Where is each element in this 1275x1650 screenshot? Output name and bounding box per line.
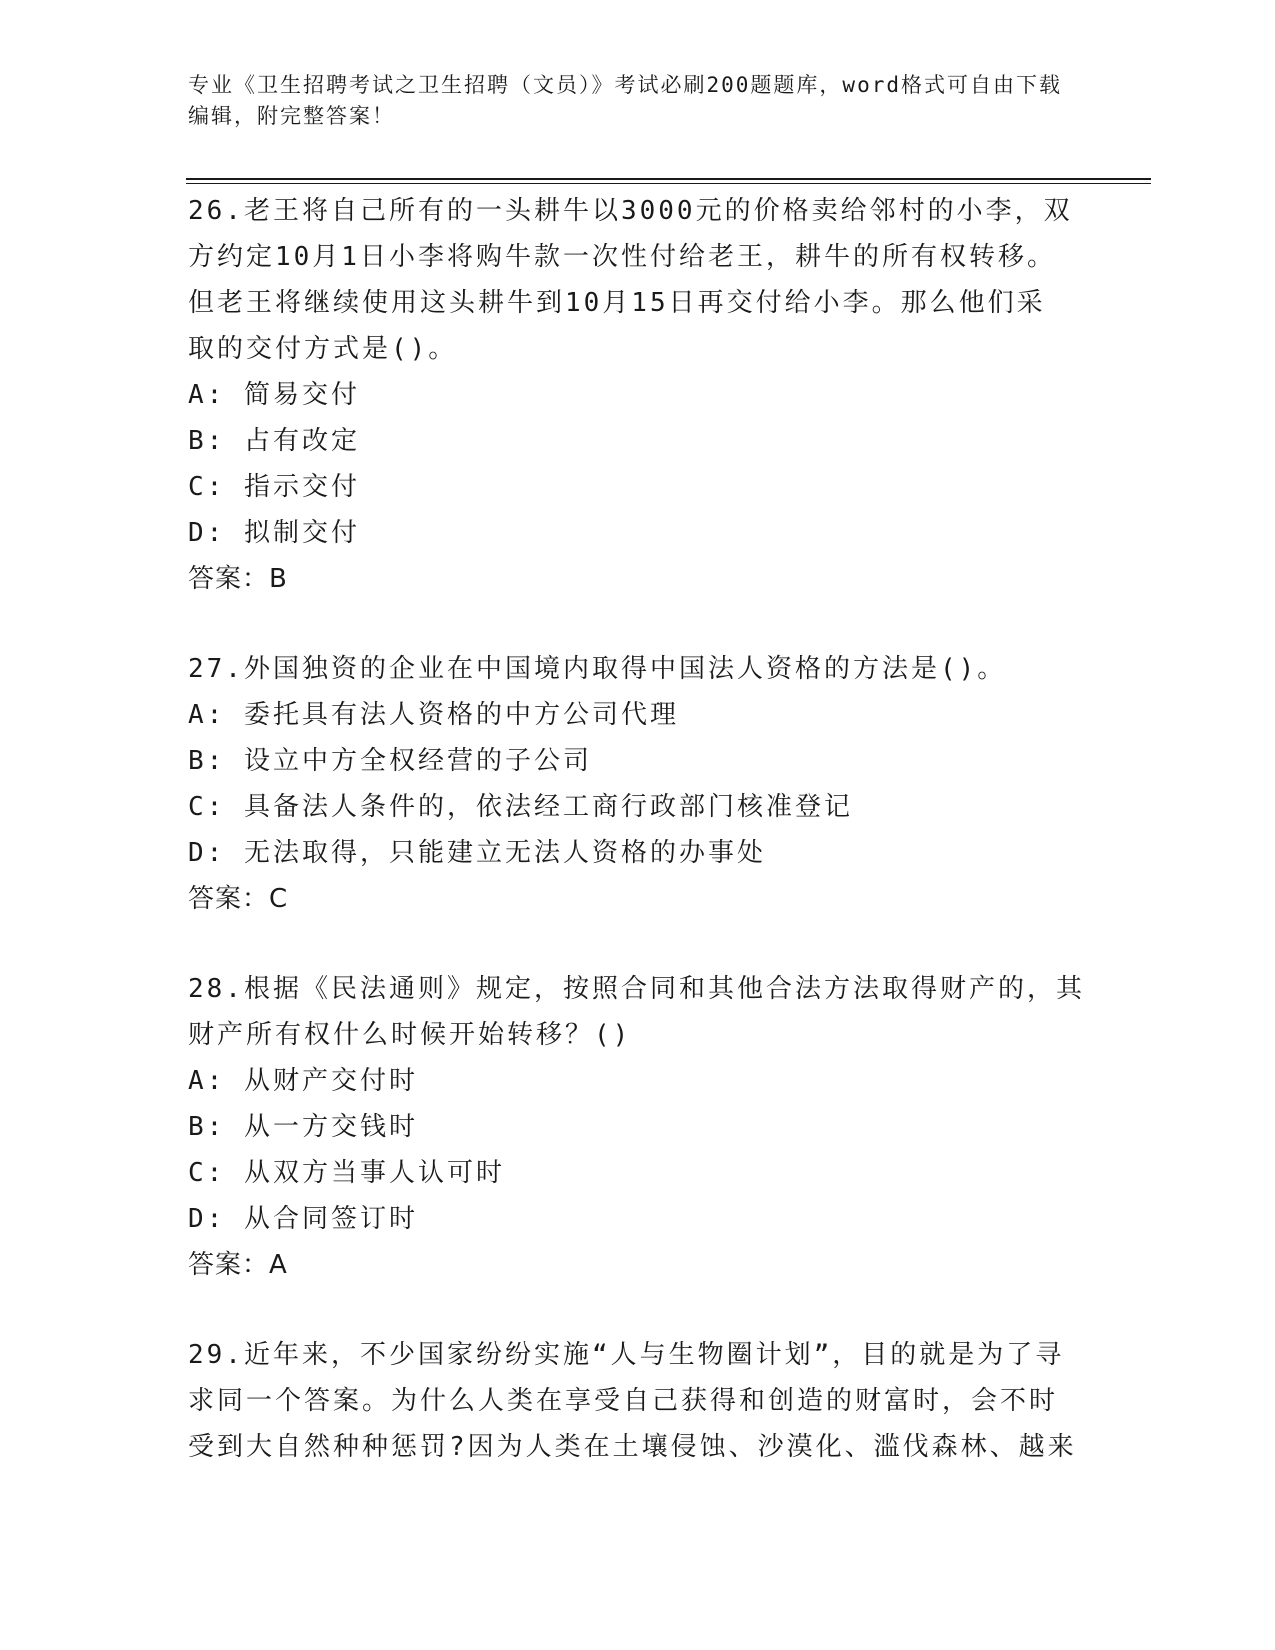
answer-line: 答案：C [188, 884, 289, 914]
option-b: B: 从一方交钱时 [188, 1112, 418, 1142]
question-spacer [188, 1288, 1088, 1332]
document-header [188, 70, 1068, 132]
question-28 [188, 966, 1088, 1288]
option-d: D: 拟制交付 [188, 518, 360, 548]
question-stem: 29.近年来，不少国家纷纷实施“人与生物圈计划”，目的就是为了寻 求同一个答案。为什么人类在享受自己获得和创造的财富时，会不时 受到大自然种种惩罚?因为人类在土壤侵蚀、沙漠化、滥伐森林、越来 [188, 1340, 1077, 1462]
header-rule-thick [186, 178, 1151, 180]
question-stem: 26.老王将自己所有的一头耕牛以3000元的价格卖给邻村的小李，双 方约定10月1日小李将购牛款一次性付给老王，耕牛的所有权转移。 但老王将继续使用这头耕牛到10月15日再交付给小李。那么他们采 取的交付方式是()。 [188, 196, 1073, 364]
option-c: C: 指示交付 [188, 472, 360, 502]
option-a: A: 简易交付 [188, 380, 360, 410]
option-b: B: 占有改定 [188, 426, 360, 456]
answer-line: 答案：B [188, 564, 288, 594]
option-a: A: 委托具有法人资格的中方公司代理 [188, 700, 679, 730]
question-spacer [188, 602, 1088, 646]
question-29 [188, 1332, 1088, 1470]
question-stem: 28.根据《民法通则》规定，按照合同和其他合法方法取得财产的，其 财产所有权什么时候开始转移？() [188, 974, 1085, 1050]
question-26 [188, 188, 1088, 602]
header-title: 专业《卫生招聘考试之卫生招聘（文员）》考试必刷200题题库，word格式可自由下载编辑，附完整答案！ [188, 73, 1062, 128]
option-c: C: 具备法人条件的，依法经工商行政部门核准登记 [188, 792, 853, 822]
answer-line: 答案：A [188, 1250, 288, 1280]
question-27 [188, 646, 1088, 922]
option-b: B: 设立中方全权经营的子公司 [188, 746, 592, 776]
option-c: C: 从双方当事人认可时 [188, 1158, 505, 1188]
option-d: D: 从合同签订时 [188, 1204, 418, 1234]
header-rule-thin [186, 183, 1151, 184]
option-d: D: 无法取得，只能建立无法人资格的办事处 [188, 838, 766, 868]
option-a: A: 从财产交付时 [188, 1066, 418, 1096]
question-stem: 27.外国独资的企业在中国境内取得中国法人资格的方法是()。 [188, 654, 1007, 684]
question-spacer [188, 922, 1088, 966]
question-list [188, 188, 1088, 1470]
